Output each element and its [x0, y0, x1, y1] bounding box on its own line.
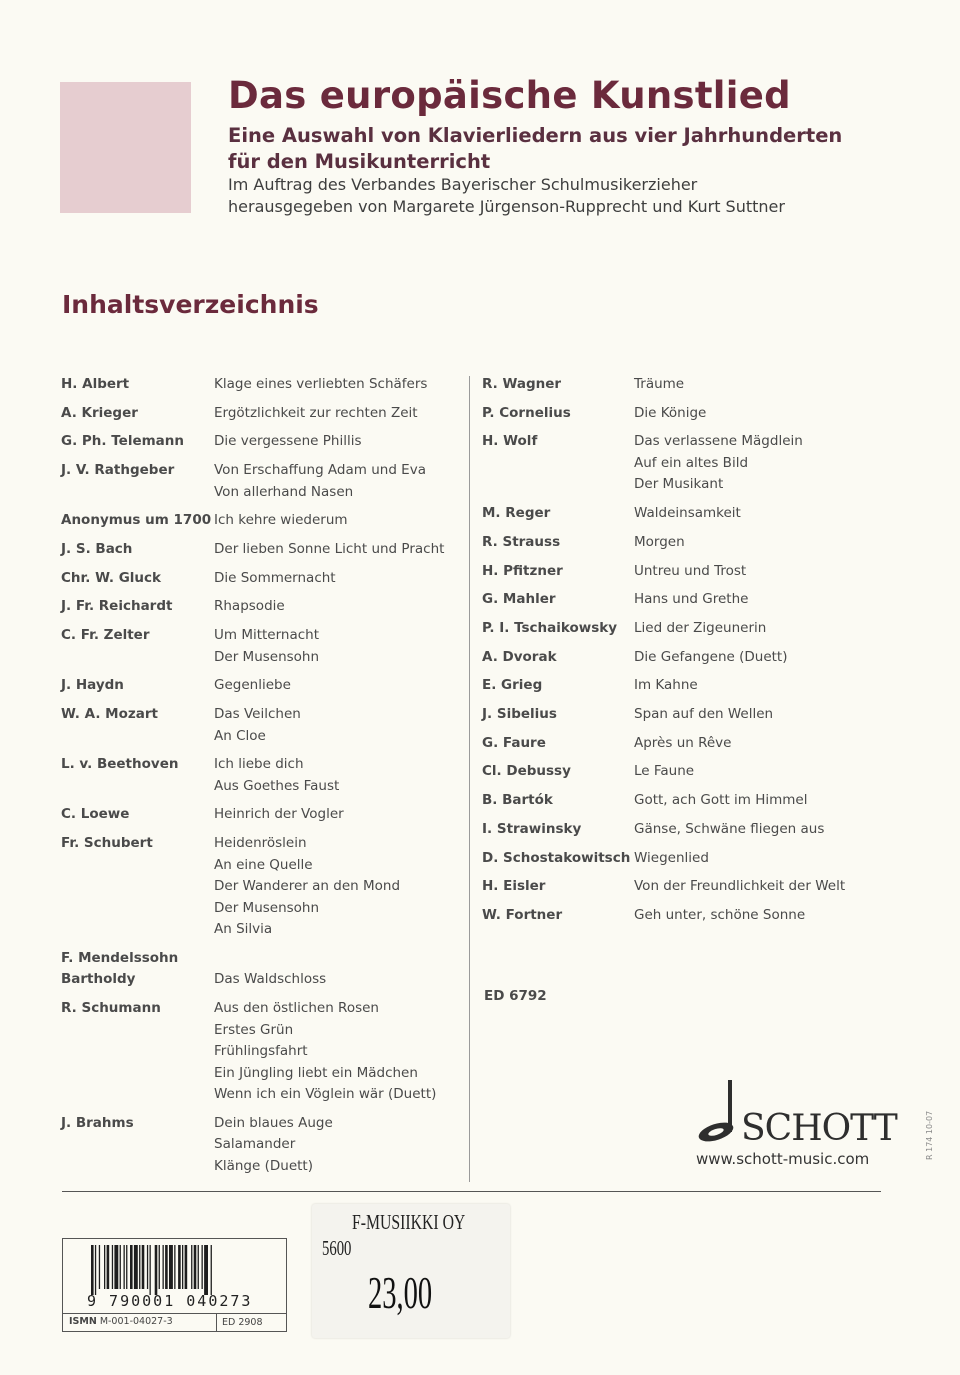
subtitle-line: Eine Auswahl von Klavierliedern aus vier Jahrhunderten — [228, 124, 843, 147]
barcode-bar — [194, 1245, 197, 1289]
song-title: Heidenröslein — [214, 835, 307, 852]
barcode-bar — [178, 1245, 181, 1289]
song-title: Frühlingsfahrt — [214, 1043, 308, 1059]
toc-entry — [482, 761, 882, 783]
composer-name-line: J. V. Rathgeber — [61, 462, 175, 479]
song-title: Der Wanderer an den Mond — [214, 878, 401, 895]
composer-name — [482, 532, 560, 554]
barcode-bar — [202, 1245, 203, 1289]
barcode-info-row — [63, 1313, 286, 1332]
edition-number: ED 6792 — [484, 988, 547, 1004]
composer-name-line: H. Pfitzner — [482, 562, 563, 579]
song-list — [634, 675, 698, 697]
price-sticker — [312, 1204, 510, 1338]
composer-name-line: J. Haydn — [61, 677, 124, 694]
barcode-label — [62, 1238, 287, 1332]
song-list — [634, 647, 788, 669]
song-title: Der lieben Sonne Licht und Pracht — [214, 541, 445, 557]
barcode-bar — [150, 1245, 151, 1295]
song-title: Klage eines verliebten Schäfers — [214, 376, 428, 392]
composer-name-line: C. Loewe — [61, 806, 130, 823]
composer-name-line: J. S. Bach — [61, 541, 133, 557]
composer-name — [482, 675, 542, 697]
toc-entry — [482, 905, 882, 927]
barcode-bar — [159, 1245, 160, 1289]
song-title: Um Mitternacht — [214, 627, 320, 644]
composer-name — [61, 510, 211, 532]
toc-entry — [482, 733, 882, 755]
song-title: An Cloe — [214, 727, 266, 744]
song-title: Lied der Zigeunerin — [634, 619, 767, 636]
song-title: Waldeinsamkeit — [634, 505, 741, 522]
barcode-bar — [211, 1245, 212, 1295]
song-list — [634, 618, 766, 640]
composer-name — [482, 905, 562, 927]
toc-entry — [61, 804, 466, 826]
composer-name-line: Cl. Debussy — [482, 763, 571, 780]
publisher-url[interactable]: www.schott-music.com — [696, 1150, 870, 1168]
composer-name-line: G. Mahler — [482, 591, 556, 608]
sticker-price: 23,00 — [368, 1267, 433, 1318]
barcode-bar — [198, 1245, 199, 1289]
song-title: Das verlassene Mägdlein — [634, 433, 803, 450]
toc-entry — [61, 948, 466, 991]
toc-entry — [482, 431, 882, 496]
composer-name-line: M. Reger — [482, 505, 551, 522]
publisher-name: SCHOTT — [741, 1108, 897, 1149]
composer-name — [482, 403, 571, 425]
sticker-shop-name: F-MUSIIKKI OY — [352, 1210, 466, 1234]
composer-name-line: W. Fortner — [482, 906, 563, 923]
book-subtitle — [228, 123, 842, 175]
toc-entry — [482, 589, 882, 611]
song-list — [214, 510, 348, 532]
song-title: Der Musensohn — [214, 899, 320, 916]
toc-entry — [482, 704, 882, 726]
toc-entry — [61, 403, 466, 425]
toc-entry — [61, 754, 466, 797]
toc-entry — [61, 596, 466, 618]
song-title: Erstes Grün — [214, 1021, 294, 1038]
toc-entry — [482, 819, 882, 841]
composer-name-line: G. Faure — [482, 734, 546, 751]
composer-name-line: R. Strauss — [482, 533, 561, 550]
composer-name — [482, 761, 571, 783]
barcode-bar — [139, 1245, 140, 1289]
song-title: Das Veilchen — [214, 706, 301, 722]
composer-name-line: R. Schumann — [61, 1000, 161, 1016]
composer-name-line: P. I. Tschaikowsky — [482, 619, 618, 636]
song-title: Ich kehre wiederum — [214, 512, 348, 529]
composer-name-line: F. Mendelssohn — [61, 949, 179, 966]
song-title: Ich liebe dich — [214, 756, 304, 773]
barcode-bar — [134, 1245, 138, 1289]
song-title: Rhapsodie — [214, 598, 285, 615]
ismn-field — [69, 1316, 173, 1327]
composer-name — [61, 754, 178, 776]
song-list — [214, 568, 336, 590]
barcode-bar — [124, 1245, 125, 1289]
song-list — [214, 596, 285, 618]
accent-color-box — [60, 82, 191, 213]
song-list — [634, 848, 709, 870]
song-list — [634, 733, 731, 755]
song-title: Der Musikant — [634, 476, 724, 493]
toc-entry — [482, 675, 882, 697]
song-list — [634, 819, 824, 841]
song-title: Salamander — [214, 1136, 296, 1153]
composer-name-line: I. Strawinsky — [482, 820, 582, 837]
song-title: Wiegenlied — [634, 849, 709, 866]
composer-name-line: P. Cornelius — [482, 404, 571, 421]
song-list — [634, 431, 803, 496]
composer-name — [61, 675, 124, 697]
song-title: Heinrich der Vogler — [214, 806, 344, 823]
song-title: Aus Goethes Faust — [214, 777, 340, 794]
barcode-bar — [147, 1245, 148, 1289]
toc-entry — [482, 374, 882, 396]
song-title: Im Kahne — [634, 677, 698, 694]
composer-name — [61, 403, 138, 425]
composer-name-line: A. Krieger — [61, 404, 138, 421]
song-title: Die vergessene Phillis — [214, 433, 362, 450]
composer-name-line: Chr. W. Gluck — [61, 569, 161, 586]
barcode-bar — [174, 1245, 175, 1289]
barcode-bar — [182, 1245, 183, 1289]
toc-entry — [61, 625, 466, 668]
song-list — [214, 704, 301, 747]
barcode-bar — [163, 1245, 164, 1289]
composer-name — [61, 431, 184, 453]
composer-name — [61, 568, 161, 590]
barcode-bar — [104, 1245, 105, 1289]
song-list — [634, 532, 685, 554]
toc-entry — [482, 790, 882, 812]
composer-name — [482, 876, 545, 898]
song-title: Hans und Grethe — [634, 591, 749, 608]
composer-name — [482, 819, 581, 841]
song-title: Gänse, Schwäne fliegen aus — [634, 820, 825, 837]
composer-name — [61, 998, 161, 1020]
composer-name — [482, 733, 546, 755]
composer-name-line: J. Brahms — [61, 1114, 134, 1131]
toc-entry — [482, 647, 882, 669]
song-list — [634, 876, 845, 898]
composer-name — [61, 833, 153, 855]
song-title: Das Waldschloss — [214, 971, 327, 988]
song-title: Après un Rêve — [634, 734, 732, 751]
barcode-bar — [126, 1245, 127, 1289]
composer-name-line: W. A. Mozart — [61, 706, 158, 722]
toc-entry — [482, 532, 882, 554]
toc-entry — [61, 1113, 466, 1178]
song-title: Gegenliebe — [214, 677, 291, 694]
ismn-value: M-001-04027-3 — [99, 1316, 173, 1327]
composer-name-line: D. Schostakowitsch — [482, 849, 631, 866]
song-title: Die Sommernacht — [214, 569, 336, 586]
song-list — [214, 833, 400, 941]
barcode-bar — [142, 1245, 145, 1289]
book-title: Das europäische Kunstlied — [228, 74, 791, 117]
song-list — [214, 403, 418, 425]
barcode-bar — [95, 1245, 96, 1295]
composer-name — [482, 618, 617, 640]
composer-name — [482, 848, 630, 870]
barcode-bar — [155, 1245, 158, 1295]
composer-name-line: J. Sibelius — [482, 706, 557, 722]
toc-entry — [61, 460, 466, 503]
composer-name-line: R. Wagner — [482, 376, 562, 392]
toc-entry — [482, 403, 882, 425]
bottom-rule — [62, 1191, 881, 1192]
composer-name-line: Anonymus um 1700 — [61, 512, 212, 529]
song-title: Der Musensohn — [214, 648, 320, 665]
song-title: Ein Jüngling liebt ein Mädchen — [214, 1064, 418, 1081]
song-list — [214, 431, 362, 453]
composer-name — [482, 790, 553, 812]
toc-entry — [482, 503, 882, 525]
toc-heading: Inhaltsverzeichnis — [62, 290, 319, 319]
composer-name-line: H. Wolf — [482, 433, 538, 450]
song-list — [634, 374, 684, 396]
song-title: Von allerhand Nasen — [214, 483, 354, 500]
song-title: Aus den östlichen Rosen — [214, 1000, 379, 1016]
composer-name — [482, 561, 563, 583]
composer-name-line: B. Bartók — [482, 792, 553, 809]
song-title: Gott, ach Gott im Himmel — [634, 792, 808, 809]
song-title: Die Könige — [634, 404, 707, 421]
song-list — [634, 561, 746, 583]
toc-entry — [61, 374, 466, 396]
song-title: Die Gefangene (Duett) — [634, 648, 788, 665]
sticker-code: 5600 — [322, 1236, 352, 1260]
composer-name — [482, 647, 557, 669]
toc-entry — [482, 618, 882, 640]
toc-entry — [61, 675, 466, 697]
toc-entry — [61, 431, 466, 453]
composer-name — [61, 804, 129, 826]
composer-name — [482, 503, 550, 525]
composer-name-line: C. Fr. Zelter — [61, 627, 150, 644]
barcode-bar — [107, 1245, 110, 1289]
song-title: An eine Quelle — [214, 856, 313, 873]
barcode-graphic — [91, 1245, 261, 1295]
toc-entry — [482, 848, 882, 870]
song-list — [634, 905, 805, 927]
song-list — [634, 761, 694, 783]
composer-name-line: A. Dvorak — [482, 648, 557, 665]
toc-entry — [61, 510, 466, 532]
song-list — [214, 804, 344, 826]
side-print-code: R 174 10-07 — [925, 1110, 934, 1160]
song-title — [214, 948, 326, 970]
song-list — [634, 589, 748, 611]
column-divider — [469, 376, 470, 1182]
composer-name — [482, 589, 556, 611]
toc-entry — [61, 833, 466, 941]
song-title: Untreu und Trost — [634, 562, 747, 579]
barcode-bar — [204, 1245, 208, 1295]
toc-entry — [482, 876, 882, 898]
publisher-logo — [694, 1080, 897, 1170]
composer-name-line: H. Albert — [61, 376, 130, 392]
toc-entry — [482, 561, 882, 583]
song-title: Klänge (Duett) — [214, 1157, 313, 1174]
composer-name-line: J. Fr. Reichardt — [61, 598, 173, 615]
song-title: An Silvia — [214, 921, 273, 938]
barcode-bar — [91, 1245, 94, 1295]
song-list — [214, 948, 326, 991]
barcode-bar — [130, 1245, 133, 1289]
composer-name — [482, 374, 561, 396]
toc-entry — [61, 998, 466, 1106]
composer-name — [61, 460, 174, 482]
barcode-bar — [185, 1245, 188, 1289]
song-title: Träume — [634, 376, 685, 392]
barcode-bar — [99, 1245, 100, 1289]
song-list — [214, 998, 436, 1106]
barcode-bar — [169, 1245, 173, 1289]
composer-name-line: G. Ph. Telemann — [61, 433, 184, 450]
barcode-bar — [114, 1245, 118, 1289]
composer-name — [482, 704, 557, 726]
barcode-bar — [191, 1245, 192, 1289]
composer-name — [61, 596, 172, 618]
composer-name — [61, 1113, 134, 1135]
song-list — [214, 625, 319, 668]
song-list — [634, 503, 741, 525]
barcode-digits: 9 790001 040273 — [87, 1292, 253, 1310]
composer-name — [61, 539, 132, 561]
composer-name-line: Bartholdy — [61, 971, 136, 988]
song-list — [214, 460, 426, 503]
song-list — [634, 403, 706, 425]
editor-line: Im Auftrag des Verbandes Bayerischer Schulmusikerzieher — [228, 175, 698, 194]
subtitle-line: für den Musikunterricht — [228, 150, 491, 173]
song-title: Span auf den Wellen — [634, 706, 774, 722]
song-list — [634, 704, 773, 726]
composer-name-line: H. Eisler — [482, 878, 546, 895]
song-list — [214, 675, 291, 697]
song-title: Dein blaues Auge — [214, 1114, 333, 1131]
song-list — [214, 1113, 333, 1178]
ismn-label: ISMN — [69, 1316, 97, 1327]
song-title: Wenn ich ein Vöglein wär (Duett) — [214, 1086, 437, 1102]
barcode-bar — [120, 1245, 121, 1289]
barcode-edition: ED 2908 — [216, 1314, 263, 1332]
editor-line: herausgegeben von Margarete Jürgenson-Rupprecht und Kurt Suttner — [228, 197, 785, 216]
composer-name — [61, 704, 158, 726]
song-list — [214, 374, 427, 396]
song-title: Von Erschaffung Adam und Eva — [214, 462, 426, 479]
song-title: Ergötzlichkeit zur rechten Zeit — [214, 404, 418, 421]
song-title: Geh unter, schöne Sonne — [634, 906, 806, 923]
song-title: Auf ein altes Bild — [634, 454, 749, 471]
composer-name — [61, 948, 178, 991]
schott-emblem-icon — [694, 1080, 742, 1150]
toc-entry — [61, 704, 466, 747]
composer-name-line: L. v. Beethoven — [61, 756, 179, 773]
song-list — [214, 754, 339, 797]
composer-name — [482, 431, 537, 453]
song-list — [634, 790, 807, 812]
song-title: Morgen — [634, 533, 685, 550]
composer-name — [61, 625, 150, 647]
composer-name-line: Fr. Schubert — [61, 835, 153, 852]
toc-entry — [61, 568, 466, 590]
composer-name-line: E. Grieg — [482, 677, 543, 694]
composer-name — [61, 374, 129, 396]
editor-credits — [228, 174, 785, 218]
barcode-bar — [112, 1245, 113, 1289]
song-title: Von der Freundlichkeit der Welt — [634, 878, 846, 895]
toc-entry — [61, 539, 466, 561]
song-title: Le Faune — [634, 763, 695, 780]
barcode-bar — [165, 1245, 168, 1289]
song-list — [214, 539, 444, 561]
